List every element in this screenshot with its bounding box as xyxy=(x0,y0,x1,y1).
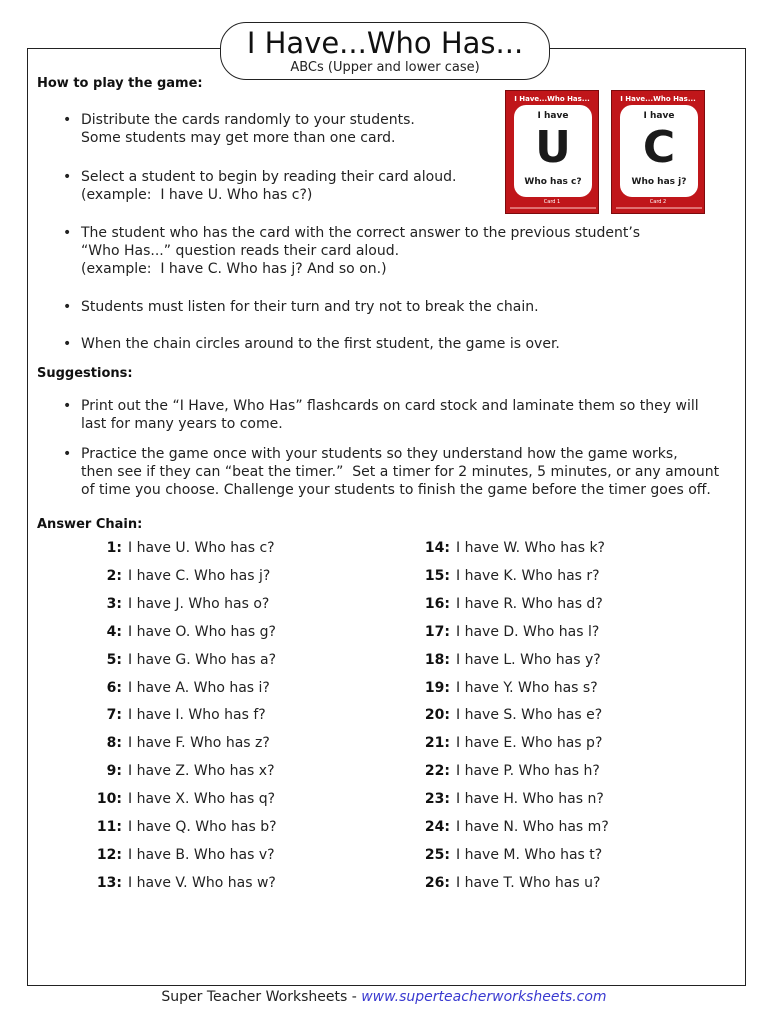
answer-text: I have B. Who has v? xyxy=(128,846,275,863)
card-footer-line xyxy=(510,207,596,209)
answer-chain-row xyxy=(420,540,605,556)
footer xyxy=(0,989,768,1005)
answer-chain-row xyxy=(92,791,275,807)
card-letter: U xyxy=(535,122,571,173)
answer-chain-row xyxy=(420,624,599,640)
answer-text: I have V. Who has w? xyxy=(128,874,276,891)
answer-text: I have Q. Who has b? xyxy=(128,819,277,835)
bullet-icon: • xyxy=(63,112,72,128)
sample-card xyxy=(505,90,599,214)
answer-number: 23: xyxy=(424,791,450,808)
card-who-label: Who has c? xyxy=(524,177,582,187)
answer-text: I have M. Who has t? xyxy=(456,846,603,863)
answer-number: 25: xyxy=(424,846,450,863)
card-header: I Have...Who Has... xyxy=(620,95,696,103)
answer-chain-row xyxy=(420,875,600,891)
answer-number: 10: xyxy=(96,791,122,808)
bullet-icon: • xyxy=(63,336,72,352)
title-banner xyxy=(220,22,550,80)
answer-chain-row xyxy=(92,847,275,863)
card-letter: C xyxy=(642,122,676,173)
card-have-label: I have xyxy=(643,111,675,121)
answer-chain-heading: Answer Chain: xyxy=(37,517,143,532)
answer-chain-row xyxy=(420,680,598,696)
answer-chain-row xyxy=(420,847,602,863)
answer-chain-row xyxy=(92,707,266,723)
answer-chain-row xyxy=(420,763,600,779)
answer-number: 19: xyxy=(424,679,450,696)
card-number: Card 1 xyxy=(543,199,561,205)
answer-text: I have D. Who has l? xyxy=(456,623,600,640)
answer-text: I have Z. Who has x? xyxy=(128,763,275,780)
bullet-text: Students must listen for their turn and try not to break the chain. xyxy=(81,299,539,315)
answer-number: 21: xyxy=(424,735,450,752)
bullet-icon: • xyxy=(63,299,72,315)
answer-text: I have U. Who has c? xyxy=(128,540,275,556)
answer-text: I have O. Who has g? xyxy=(128,623,276,640)
suggestions-heading: Suggestions: xyxy=(37,366,133,381)
card-who-label: Who has j? xyxy=(631,177,687,187)
answer-text: I have E. Who has p? xyxy=(456,735,603,752)
answer-number: 13: xyxy=(96,874,122,891)
answer-number: 24: xyxy=(424,819,450,835)
answer-number: 12: xyxy=(96,846,122,863)
answer-text: I have A. Who has i? xyxy=(128,679,270,696)
bullet-text: Practice the game once with your students so they understand how the game works, then see if they can “beat the timer.” Set a timer for 2 minutes, 5 minutes, or any amount of time you choose. Challenge your students to finish the game before the timer goes off. xyxy=(81,446,720,498)
page-subtitle: ABCs (Upper and lower case) xyxy=(290,60,480,75)
answer-number: 3: xyxy=(106,595,122,612)
answer-number: 16: xyxy=(424,595,450,612)
answer-number: 4: xyxy=(106,623,122,640)
answer-chain-row xyxy=(92,680,270,696)
answer-text: I have C. Who has j? xyxy=(128,567,271,584)
card-have-label: I have xyxy=(537,111,569,121)
answer-number: 18: xyxy=(424,651,450,668)
answer-chain-row xyxy=(420,707,602,723)
answer-text: I have F. Who has z? xyxy=(128,735,270,752)
bullet-icon: • xyxy=(63,446,72,462)
card-face xyxy=(620,105,698,197)
card-number: Card 2 xyxy=(649,199,667,205)
bullet-text: When the chain circles around to the first student, the game is over. xyxy=(81,336,560,352)
card-header: I Have...Who Has... xyxy=(514,95,590,103)
answer-chain-row xyxy=(420,735,602,751)
footer-link[interactable]: www.superteacherworksheets.com xyxy=(361,989,607,1005)
answer-text: I have T. Who has u? xyxy=(456,874,601,891)
answer-number: 11: xyxy=(96,819,122,835)
answer-chain-row xyxy=(92,624,276,640)
bullet-text: Select a student to begin by reading their card aloud. (example: I have U. Who has c?) xyxy=(81,169,457,203)
answer-text: I have N. Who has m? xyxy=(456,819,609,835)
bullet-text: The student who has the card with the correct answer to the previous student’s “Who Has...” question reads their card aloud. (example: I have C. Who has j? And so on.) xyxy=(81,225,641,277)
answer-number: 15: xyxy=(424,567,450,584)
answer-chain-row xyxy=(92,652,276,668)
bullet-icon: • xyxy=(63,225,72,241)
bullet-icon: • xyxy=(63,169,72,185)
answer-chain-row xyxy=(420,568,600,584)
bullet-text: Distribute the cards randomly to your students. Some students may get more than one card. xyxy=(81,112,415,146)
answer-number: 26: xyxy=(424,874,450,891)
answer-number: 6: xyxy=(106,679,122,696)
bullet-text: Print out the “I Have, Who Has” flashcards on card stock and laminate them so they will last for many years to come. xyxy=(81,398,699,432)
answer-text: I have P. Who has h? xyxy=(456,763,600,780)
answer-text: I have Y. Who has s? xyxy=(456,679,598,696)
sample-card xyxy=(611,90,705,214)
answer-chain-row xyxy=(92,763,275,779)
answer-chain-row xyxy=(92,735,270,751)
answer-text: I have K. Who has r? xyxy=(456,567,600,584)
answer-chain-row xyxy=(92,540,275,556)
answer-text: I have G. Who has a? xyxy=(128,651,277,668)
answer-chain-row xyxy=(92,568,270,584)
answer-number: 2: xyxy=(106,567,122,584)
answer-chain-row xyxy=(420,819,609,835)
answer-number: 1: xyxy=(106,540,122,556)
answer-text: I have I. Who has f? xyxy=(128,707,266,724)
answer-chain-row xyxy=(420,596,603,612)
answer-text: I have H. Who has n? xyxy=(456,791,604,808)
answer-chain-row xyxy=(92,875,276,891)
answer-text: I have W. Who has k? xyxy=(456,540,605,556)
answer-number: 5: xyxy=(106,651,122,668)
answer-number: 8: xyxy=(106,735,122,752)
page-title: I Have...Who Has... xyxy=(246,26,524,60)
answer-chain-row xyxy=(92,596,269,612)
card-footer-line xyxy=(616,207,702,209)
answer-number: 7: xyxy=(106,707,122,724)
answer-chain-row xyxy=(92,819,277,835)
answer-number: 14: xyxy=(424,540,450,556)
answer-number: 22: xyxy=(424,763,450,780)
answer-text: I have X. Who has q? xyxy=(128,791,276,808)
answer-text: I have R. Who has d? xyxy=(456,595,603,612)
answer-text: I have S. Who has e? xyxy=(456,707,603,724)
answer-number: 20: xyxy=(424,707,450,724)
answer-text: I have L. Who has y? xyxy=(456,651,601,668)
answer-number: 9: xyxy=(106,763,122,780)
answer-text: I have J. Who has o? xyxy=(128,595,270,612)
footer-brand: Super Teacher Worksheets - xyxy=(161,989,362,1005)
answer-number: 17: xyxy=(424,623,450,640)
card-face xyxy=(514,105,592,197)
how-to-play-heading: How to play the game: xyxy=(37,76,203,91)
answer-chain-row xyxy=(420,791,604,807)
answer-chain-row xyxy=(420,652,601,668)
bullet-icon: • xyxy=(63,398,72,414)
